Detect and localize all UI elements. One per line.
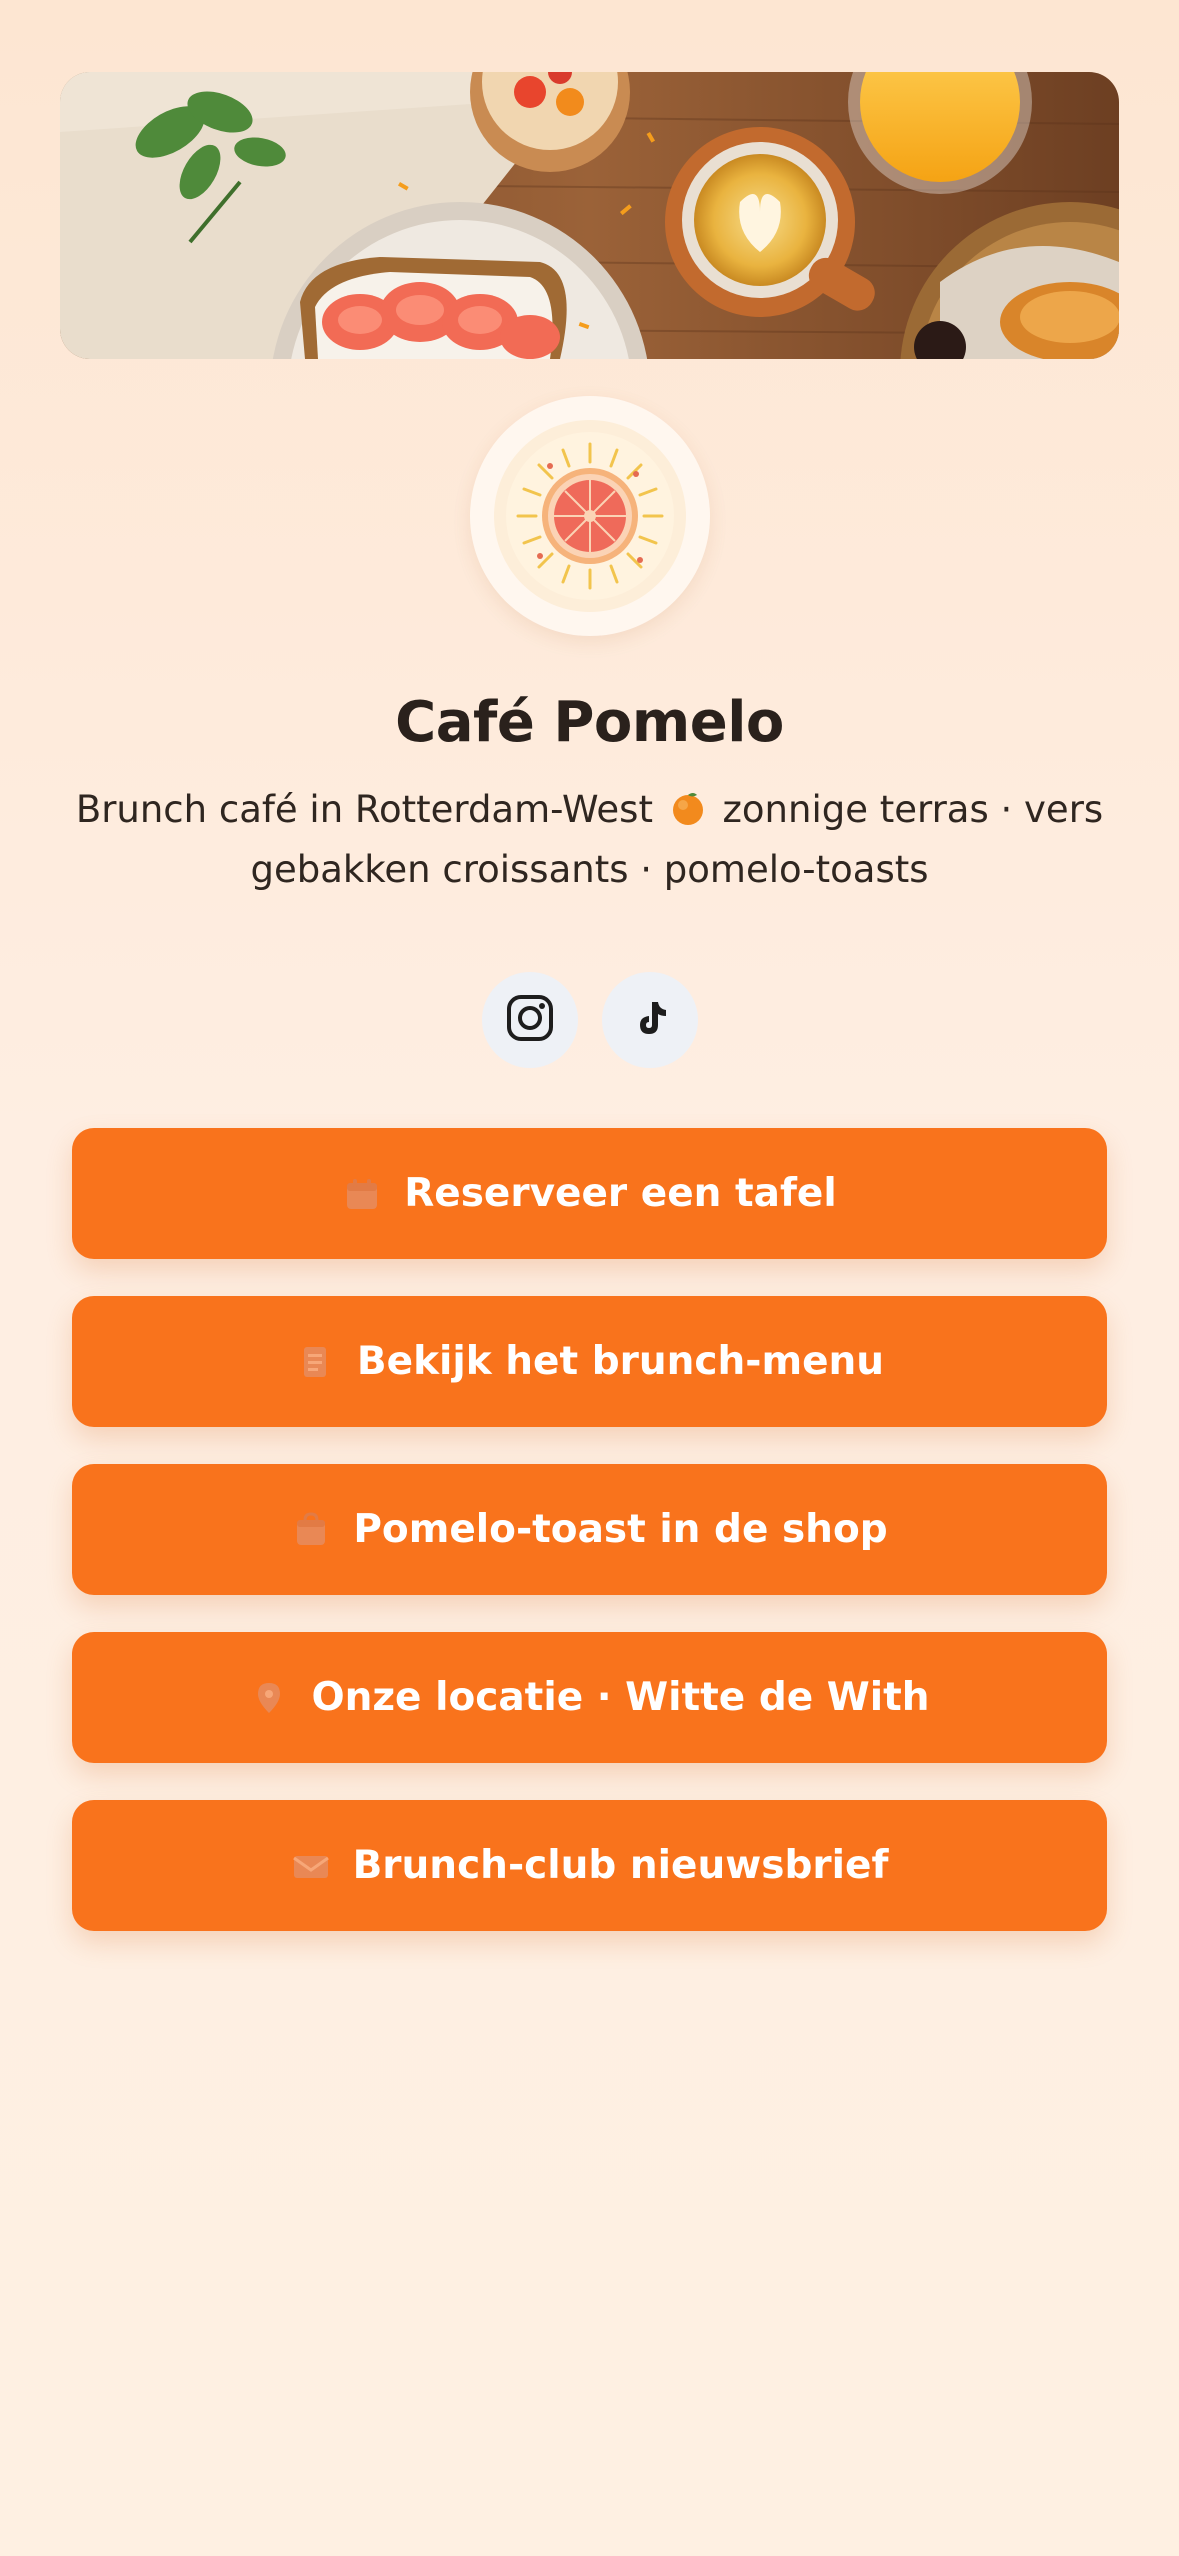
bio-text-b: zonnige terras · vers — [722, 788, 1104, 831]
orange-emoji-icon — [669, 785, 707, 823]
profile-name: Café Pomelo — [395, 690, 784, 755]
calendar-icon — [342, 1174, 382, 1214]
instagram-icon — [505, 993, 555, 1047]
reserve-table-button[interactable] — [72, 1128, 1107, 1259]
profile-avatar — [470, 396, 710, 636]
bio-line-1 — [60, 780, 1119, 840]
brunch-menu-button[interactable] — [72, 1296, 1107, 1427]
instagram-button[interactable] — [482, 972, 578, 1068]
profile-bio — [60, 780, 1119, 900]
tiktok-button[interactable] — [602, 972, 698, 1068]
bio-text-a: Brunch café in Rotterdam-West — [75, 788, 653, 831]
shop-bag-icon — [291, 1510, 331, 1550]
social-links — [0, 972, 1179, 1068]
newsletter-button[interactable] — [72, 1800, 1107, 1931]
location-button[interactable] — [72, 1632, 1107, 1763]
tiktok-icon — [628, 996, 672, 1044]
bio-line-2: gebakken croissants · pomelo-toasts — [250, 848, 929, 891]
reserve-table-label: Reserveer een tafel — [404, 1171, 837, 1216]
envelope-icon — [291, 1846, 331, 1886]
brunch-menu-label: Bekijk het brunch-menu — [356, 1339, 885, 1384]
menu-document-icon — [295, 1342, 335, 1382]
location-pin-icon — [249, 1678, 289, 1718]
location-label: Onze locatie · Witte de With — [311, 1675, 930, 1720]
newsletter-label: Brunch-club nieuwsbrief — [352, 1843, 889, 1888]
shop-button[interactable] — [72, 1464, 1107, 1595]
link-list — [72, 1128, 1107, 1968]
shop-label: Pomelo-toast in de shop — [353, 1507, 888, 1552]
banner-image — [60, 72, 1119, 359]
